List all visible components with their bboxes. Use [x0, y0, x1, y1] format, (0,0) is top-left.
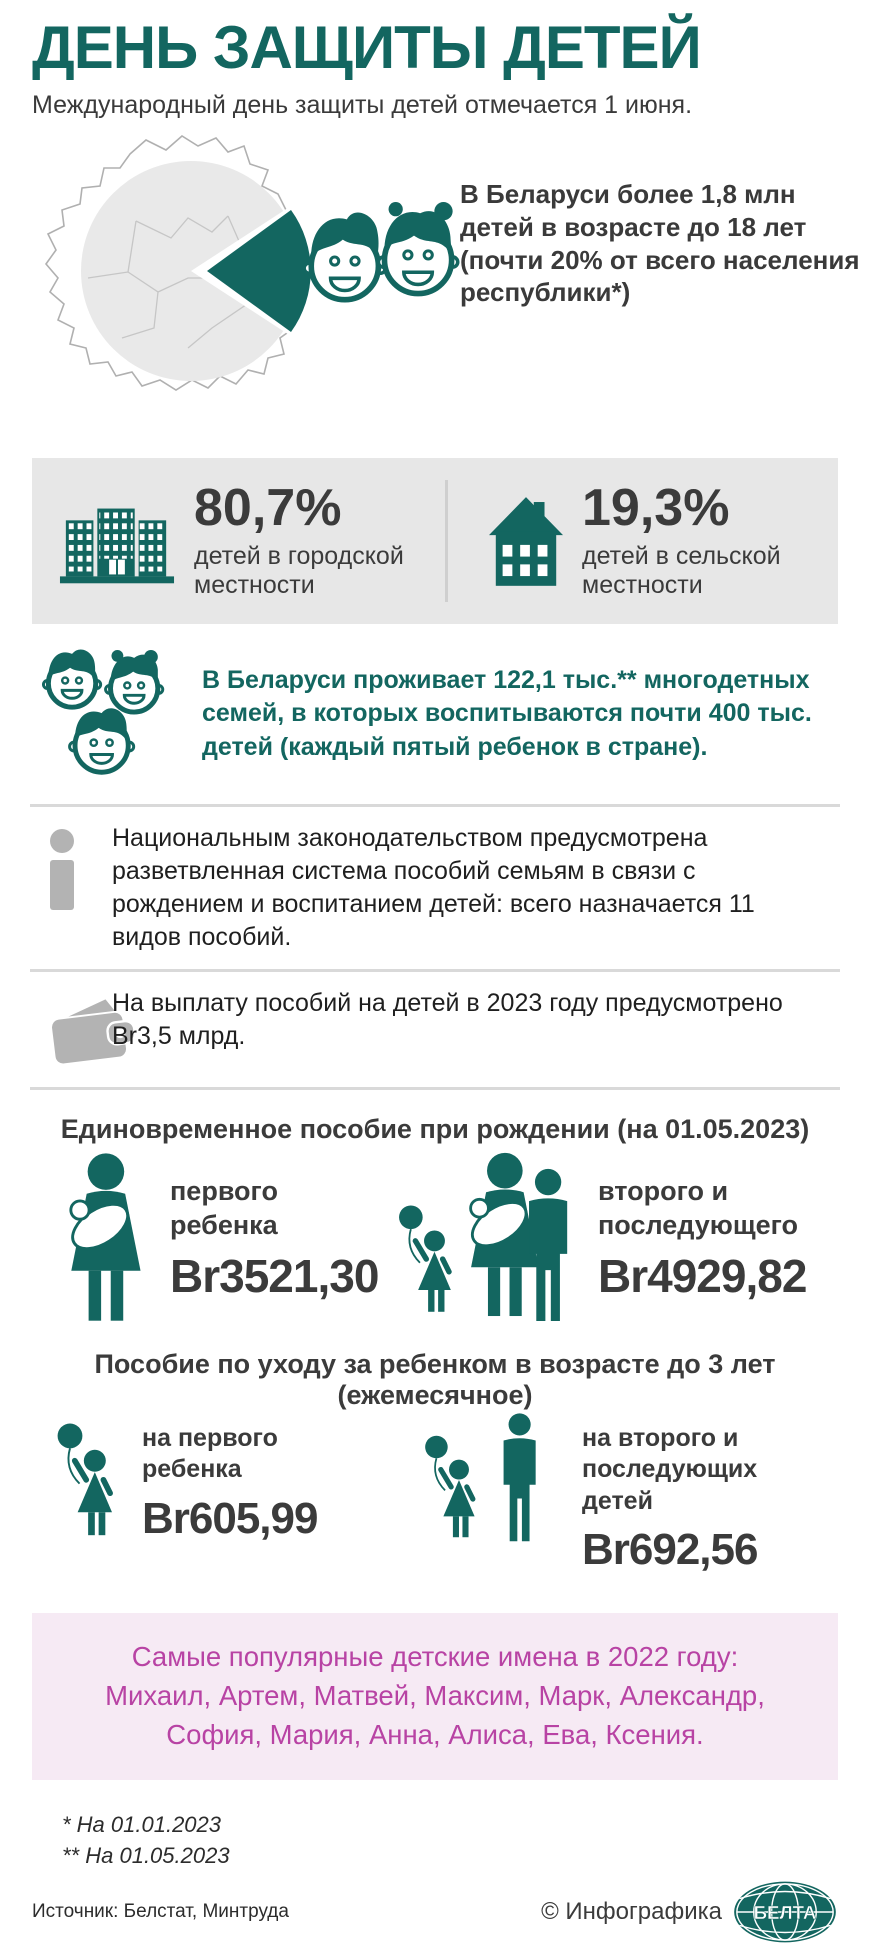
birth-grant-row — [32, 1151, 838, 1325]
benefit-label: первого ребенка — [170, 1176, 278, 1240]
page-title: ДЕНЬ ЗАЩИТЫ ДЕТЕЙ — [32, 14, 701, 81]
hero-fact: В Беларуси более 1,8 млн детей в возрасте до 18 лет (почти 20% от всего населения республики*) — [460, 179, 860, 308]
budget-note-text: На выплату пособий на детей в 2023 году предусмотрено Br3,5 млрд. — [112, 989, 783, 1050]
header — [0, 0, 870, 120]
large-families-section — [32, 648, 838, 788]
footnote-2: ** На 01.05.2023 — [62, 1842, 230, 1868]
village-house-icon — [488, 496, 564, 586]
rural-caption: детей в сельской местности — [582, 542, 781, 599]
footer — [32, 1879, 838, 1945]
page-subtitle: Международный день защиты детей отмечается 1 июня. — [32, 91, 693, 119]
birth-grant-heading: Единовременное пособие при рождении (на 01.05.2023) — [60, 1114, 810, 1144]
popular-names-text: Самые популярные детские имена в 2022 году: Михаил, Артем, Матвей, Максим, Марк, Александр, София, Мария, Анна, Алиса, Ева, Ксения. — [105, 1640, 765, 1750]
benefit-amount: Br3521,30 — [170, 1249, 379, 1302]
care-benefit-second — [424, 1413, 834, 1575]
city-buildings-icon — [58, 498, 176, 584]
credit-text: © Инфографика — [541, 1898, 722, 1926]
info-icon — [46, 828, 78, 910]
family-group-icon — [396, 1151, 582, 1325]
children-faces-icon — [32, 648, 190, 788]
urban-caption: детей в городской местности — [194, 542, 404, 599]
divider — [30, 1087, 840, 1090]
belta-globe-logo — [732, 1879, 838, 1945]
benefit-amount: Br4929,82 — [598, 1249, 807, 1302]
hero-section — [0, 120, 870, 438]
benefit-label: второго и последующего — [598, 1176, 798, 1240]
urban-stat — [32, 479, 445, 600]
rural-stat — [448, 479, 794, 600]
budget-note — [32, 972, 838, 1087]
location-stats-band — [32, 458, 838, 624]
benefit-amount: Br605,99 — [142, 1493, 318, 1543]
girl-and-father-icon — [424, 1413, 566, 1545]
care-benefit-first — [32, 1413, 424, 1575]
birth-grant-second — [396, 1151, 838, 1325]
boy-girl-faces-icon — [296, 196, 474, 322]
footnotes — [62, 1810, 870, 1872]
rural-value: 19,3% — [582, 479, 730, 537]
birth-grant-first — [32, 1151, 396, 1325]
svg-text:БЕЛТА: БЕЛТА — [753, 1902, 817, 1924]
large-families-text: В Беларуси проживает 122,1 тыс.** многодетных семей, в которых воспитываются почти 400 тыс. детей (каждый пятый ребенок в стране). — [202, 666, 812, 761]
info-note — [32, 807, 838, 969]
urban-value: 80,7% — [194, 479, 342, 537]
info-note-text: Национальным законодательством предусмотрена разветвленная система пособий семьям в связи с рождением и воспитанием детей: всего назначается 11 видов пособий. — [112, 824, 755, 951]
benefit-label: на второго и последующих детей — [582, 1424, 758, 1515]
girl-with-balloon-icon — [56, 1413, 126, 1539]
source-text: Источник: Белстат, Минтруда — [32, 1901, 289, 1923]
care-benefit-heading: Пособие по уходу за ребенком в возрасте до 3 лет (ежемесячное) — [94, 1349, 776, 1410]
popular-names-box — [32, 1613, 838, 1780]
footnote-1: * На 01.01.2023 — [62, 1811, 222, 1837]
benefit-amount: Br692,56 — [582, 1524, 758, 1574]
care-benefit-row — [32, 1413, 838, 1575]
benefit-label: на первого ребенка — [142, 1424, 278, 1484]
mother-with-baby-icon — [54, 1151, 154, 1325]
